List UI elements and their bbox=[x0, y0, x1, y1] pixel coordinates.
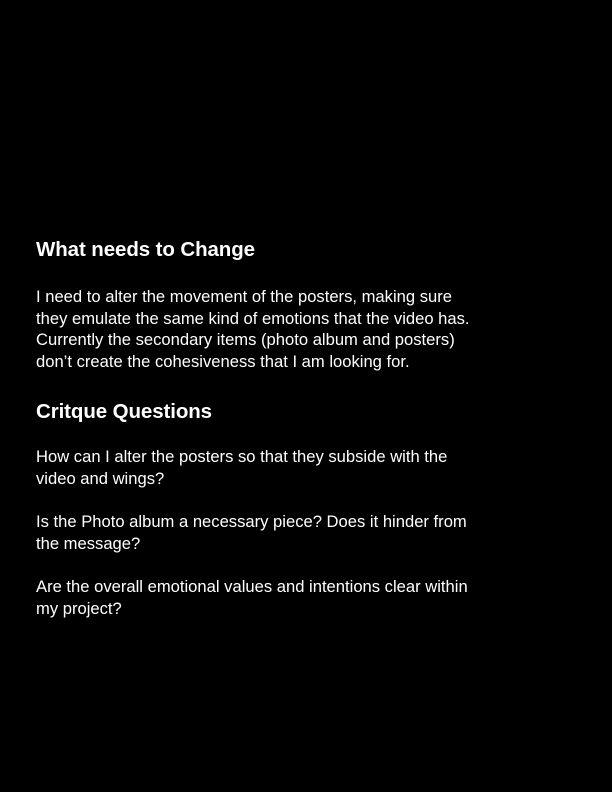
content-area bbox=[36, 236, 576, 619]
critique-question-2: Is the Photo album a necessary piece? Does it hinder from the message? bbox=[36, 512, 467, 553]
critique-questions-heading: Critque Questions bbox=[36, 400, 212, 423]
critique-question-1: How can I alter the posters so that they subside with the video and wings? bbox=[36, 447, 448, 488]
what-needs-to-change-body: I need to alter the movement of the posters, making sure they emulate the same kind of emotions that the video has. Currently the secondary items (photo album and posters) don’t create the cohesiveness that I am looking for. bbox=[36, 287, 470, 371]
what-needs-to-change-heading: What needs to Change bbox=[36, 238, 255, 261]
critique-question-3: Are the overall emotional values and intentions clear within my project? bbox=[36, 577, 468, 618]
